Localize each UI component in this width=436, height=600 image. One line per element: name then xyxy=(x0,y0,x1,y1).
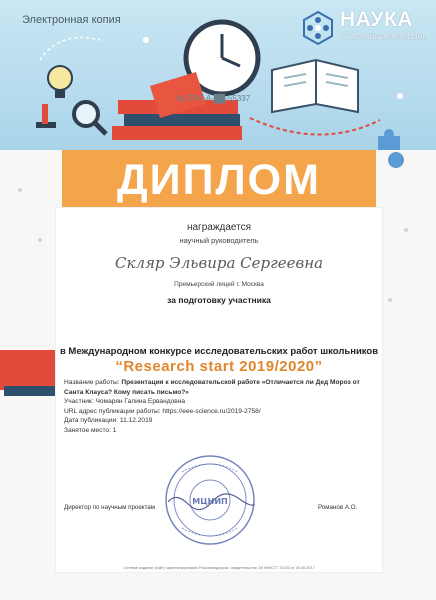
lightbulb-icon xyxy=(48,66,72,90)
registration-footer: Сетевое издание (сайт) зарегистрировано Роскомнадзором, свидетельство ЭЛ №ФС77-70153 от 30.06.2017 xyxy=(123,566,315,570)
work-title-label: Название работы: xyxy=(64,379,120,386)
contest-line: в Международном конкурсе исследовательских работ школьников xyxy=(59,346,379,357)
award-reason: за подготовку участника xyxy=(167,295,271,305)
diploma-title: ДИПЛОМ xyxy=(117,156,321,204)
signature-name: Романов А.О. xyxy=(318,504,358,511)
work-title-value: Презентация к исследовательской работе «Отличается ли Дед Мороз от Санта Клауса? Кому писать письмо?» xyxy=(64,379,360,396)
logo-title: НАУКА xyxy=(340,8,414,31)
publication-date: Дата публикации: 11.12.2019 xyxy=(64,417,153,425)
awarded-text: награждается xyxy=(186,222,252,233)
left-decoration xyxy=(0,150,62,450)
hexagon-logo-icon xyxy=(300,10,336,46)
logo-subtitle: И ОБРАЗОВАНИЕ ON-LINE xyxy=(340,34,427,41)
school-name: Премьерский лицей г. Москва xyxy=(174,281,264,288)
contest-name: “Research start 2019/2020” xyxy=(115,358,323,375)
recipient-role: научный руководитель xyxy=(179,236,259,245)
header-band xyxy=(0,0,436,150)
publication-url[interactable]: URL адрес публикации работы: https://eee-science.ru/2019-2758/ xyxy=(64,407,261,415)
nauka-logo xyxy=(300,8,428,52)
place-taken: Занятое место: 1 xyxy=(64,426,117,434)
work-title-row xyxy=(64,378,374,397)
stamp-text: МЦНИП xyxy=(192,497,228,506)
right-decoration xyxy=(376,150,436,450)
electronic-copy-label: Электронная копия xyxy=(22,14,121,26)
signature-label: Директор по научным проектам xyxy=(64,504,156,511)
official-stamp xyxy=(162,452,258,548)
recipient-name: Скляр Эльвира Сергеевна xyxy=(114,254,324,272)
work-details xyxy=(64,378,374,436)
participant-row: Участник: Чомарян Галина Ервандовна xyxy=(64,398,186,406)
registration-number: № ПРЕ-А-██-55337 xyxy=(176,94,251,103)
